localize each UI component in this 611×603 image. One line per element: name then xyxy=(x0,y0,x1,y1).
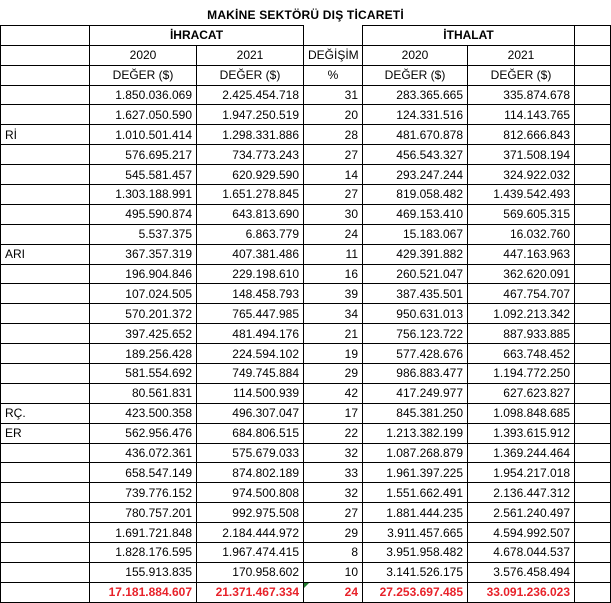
trailing-cell xyxy=(575,364,611,384)
import-2021-unit: DEĞER ($) xyxy=(468,65,575,85)
trailing-cell xyxy=(575,383,611,403)
export-2020-cell: 423.500.358 xyxy=(90,403,197,423)
table-row xyxy=(1,483,611,503)
header-cell-blank xyxy=(1,65,90,85)
export-2021-cell: 992.975.508 xyxy=(197,503,304,523)
import-2021-cell: 1.439.542.493 xyxy=(468,185,575,205)
export-2020-cell: 1.850.036.069 xyxy=(90,85,197,105)
import-2020-cell: 15.183.067 xyxy=(363,224,468,244)
change-cell: 33 xyxy=(304,463,363,483)
row-name-cell xyxy=(1,443,90,463)
table-row xyxy=(1,304,611,324)
export-2021-cell: 2.184.444.972 xyxy=(197,523,304,543)
import-2021-cell: 2.561.240.497 xyxy=(468,503,575,523)
table-row xyxy=(1,324,611,344)
header-cell-blank xyxy=(1,25,90,45)
trailing-cell xyxy=(575,344,611,364)
import-2020-cell: 429.391.882 xyxy=(363,244,468,264)
export-2021-cell: 170.958.602 xyxy=(197,562,304,582)
total-row xyxy=(1,582,611,602)
import-2021-cell: 2.136.447.312 xyxy=(468,483,575,503)
import-2021-cell: 467.754.707 xyxy=(468,284,575,304)
export-2020-cell: 739.776.152 xyxy=(90,483,197,503)
table-row xyxy=(1,204,611,224)
export-2021-cell: 1.947.250.519 xyxy=(197,105,304,125)
table-row xyxy=(1,264,611,284)
trailing-cell xyxy=(575,324,611,344)
table-row xyxy=(1,244,611,264)
row-name-cell xyxy=(1,562,90,582)
change-cell: 27 xyxy=(304,185,363,205)
import-2020-cell: 819.058.482 xyxy=(363,185,468,205)
import-2021-cell: 1.393.615.912 xyxy=(468,423,575,443)
import-2020-cell: 387.435.501 xyxy=(363,284,468,304)
import-2021-cell: 1.092.213.342 xyxy=(468,304,575,324)
export-2021-cell: 229.198.610 xyxy=(197,264,304,284)
export-2021-cell: 2.425.454.718 xyxy=(197,85,304,105)
import-2021-cell: 3.576.458.494 xyxy=(468,562,575,582)
import-2020-cell: 1.551.662.491 xyxy=(363,483,468,503)
row-name-cell xyxy=(1,483,90,503)
import-2020-header: 2020 xyxy=(363,45,468,65)
change-cell: 27 xyxy=(304,145,363,165)
unit-header-row xyxy=(1,65,611,85)
change-cell: 8 xyxy=(304,543,363,563)
trailing-cell xyxy=(575,483,611,503)
change-cell: 39 xyxy=(304,284,363,304)
row-name-cell: ER xyxy=(1,423,90,443)
row-name-cell xyxy=(1,383,90,403)
export-2021-cell: 765.447.985 xyxy=(197,304,304,324)
trailing-cell xyxy=(575,423,611,443)
row-name-cell: RÇ. xyxy=(1,403,90,423)
import-2021-cell: 663.748.452 xyxy=(468,344,575,364)
table-row xyxy=(1,503,611,523)
import-2020-cell: 986.883.477 xyxy=(363,364,468,384)
export-2020-cell: 155.913.835 xyxy=(90,562,197,582)
change-cell: 14 xyxy=(304,165,363,185)
change-cell: 32 xyxy=(304,443,363,463)
import-2021-cell: 1.098.848.685 xyxy=(468,403,575,423)
change-cell: 17 xyxy=(304,403,363,423)
row-name-cell xyxy=(1,523,90,543)
import-group-header: İTHALAT xyxy=(363,25,575,45)
change-cell: 29 xyxy=(304,523,363,543)
import-2020-cell: 456.543.327 xyxy=(363,145,468,165)
row-name-cell xyxy=(1,165,90,185)
row-name-cell xyxy=(1,304,90,324)
import-2020-cell: 293.247.244 xyxy=(363,165,468,185)
table-row xyxy=(1,185,611,205)
export-2021-cell: 734.773.243 xyxy=(197,145,304,165)
table-row xyxy=(1,443,611,463)
change-cell: 24 xyxy=(304,224,363,244)
import-2021-cell: 362.620.091 xyxy=(468,264,575,284)
trailing-cell xyxy=(575,503,611,523)
change-cell: 20 xyxy=(304,105,363,125)
export-2020-cell: 1.627.050.590 xyxy=(90,105,197,125)
export-2021-cell: 496.307.047 xyxy=(197,403,304,423)
export-2020-cell: 1.828.176.595 xyxy=(90,543,197,563)
table-row xyxy=(1,403,611,423)
table-row xyxy=(1,463,611,483)
export-2020-cell: 570.201.372 xyxy=(90,304,197,324)
table-row xyxy=(1,344,611,364)
trailing-cell xyxy=(575,562,611,582)
export-2020-cell: 780.757.201 xyxy=(90,503,197,523)
trailing-cell xyxy=(575,125,611,145)
import-2021-cell: 335.874.678 xyxy=(468,85,575,105)
export-2020-cell: 495.590.874 xyxy=(90,204,197,224)
export-2021-cell: 6.863.779 xyxy=(197,224,304,244)
trailing-cell xyxy=(575,165,611,185)
row-name-cell xyxy=(1,145,90,165)
import-2020-cell: 756.123.722 xyxy=(363,324,468,344)
export-2020-cell: 397.425.652 xyxy=(90,324,197,344)
change-cell: 30 xyxy=(304,204,363,224)
import-2020-cell: 3.911.457.665 xyxy=(363,523,468,543)
export-2021-unit: DEĞER ($) xyxy=(197,65,304,85)
trade-table xyxy=(0,6,611,603)
trailing-cell xyxy=(575,264,611,284)
trailing-cell xyxy=(575,523,611,543)
import-2021-header: 2021 xyxy=(468,45,575,65)
export-2021-cell: 1.651.278.845 xyxy=(197,185,304,205)
table-row xyxy=(1,165,611,185)
import-2020-cell: 124.331.516 xyxy=(363,105,468,125)
export-2021-cell: 1.967.474.415 xyxy=(197,543,304,563)
header-cell-blank xyxy=(304,25,363,45)
export-2020-header: 2020 xyxy=(90,45,197,65)
row-name-cell xyxy=(1,324,90,344)
table-row xyxy=(1,562,611,582)
export-2021-cell: 148.458.793 xyxy=(197,284,304,304)
import-2021-cell: 569.605.315 xyxy=(468,204,575,224)
import-2021-cell: 447.163.963 xyxy=(468,244,575,264)
import-2020-cell: 845.381.250 xyxy=(363,403,468,423)
export-2021-cell: 114.500.939 xyxy=(197,383,304,403)
import-2021-cell: 887.933.885 xyxy=(468,324,575,344)
import-2021-cell: 1.954.217.018 xyxy=(468,463,575,483)
row-name-cell xyxy=(1,463,90,483)
import-2021-cell: 812.666.843 xyxy=(468,125,575,145)
import-2021-cell: 371.508.194 xyxy=(468,145,575,165)
export-2021-header: 2021 xyxy=(197,45,304,65)
table-title: MAKİNE SEKTÖRÜ DIŞ TİCARETİ xyxy=(207,8,404,23)
export-2021-cell: 575.679.033 xyxy=(197,443,304,463)
export-2020-cell: 436.072.361 xyxy=(90,443,197,463)
row-name-cell xyxy=(1,503,90,523)
change-cell: 29 xyxy=(304,364,363,384)
export-2020-cell: 658.547.149 xyxy=(90,463,197,483)
import-2020-unit: DEĞER ($) xyxy=(363,65,468,85)
total-export-2020: 17.181.884.607 xyxy=(90,582,197,602)
total-import-2021: 33.091.236.023 xyxy=(468,582,575,602)
trailing-cell xyxy=(575,224,611,244)
title-row xyxy=(1,6,611,25)
import-2020-cell: 3.951.958.482 xyxy=(363,543,468,563)
import-2020-cell: 417.249.977 xyxy=(363,383,468,403)
export-2021-cell: 481.494.176 xyxy=(197,324,304,344)
export-2020-cell: 367.357.319 xyxy=(90,244,197,264)
trailing-cell xyxy=(575,463,611,483)
export-2020-cell: 80.561.831 xyxy=(90,383,197,403)
change-header: DEĞİŞİM xyxy=(304,45,363,65)
row-name-cell xyxy=(1,204,90,224)
change-cell: 16 xyxy=(304,264,363,284)
import-2020-cell: 481.670.878 xyxy=(363,125,468,145)
export-2021-cell: 749.745.884 xyxy=(197,364,304,384)
import-2021-cell: 627.623.827 xyxy=(468,383,575,403)
total-import-2020: 27.253.697.485 xyxy=(363,582,468,602)
total-export-2021: 21.371.467.334 xyxy=(197,582,304,602)
change-cell: 22 xyxy=(304,423,363,443)
export-2020-cell: 5.537.375 xyxy=(90,224,197,244)
import-2020-cell: 1.087.268.879 xyxy=(363,443,468,463)
trailing-cell xyxy=(575,403,611,423)
export-2021-cell: 1.298.331.886 xyxy=(197,125,304,145)
table-row xyxy=(1,364,611,384)
import-2020-cell: 1.961.397.225 xyxy=(363,463,468,483)
import-2021-cell: 4.594.992.507 xyxy=(468,523,575,543)
header-cell-blank xyxy=(1,45,90,65)
change-cell: 10 xyxy=(304,562,363,582)
export-2021-cell: 874.802.189 xyxy=(197,463,304,483)
table-row xyxy=(1,284,611,304)
change-cell: 19 xyxy=(304,344,363,364)
export-group-header: İHRACAT xyxy=(90,25,304,45)
total-change: 24 xyxy=(304,582,363,602)
trailing-cell xyxy=(575,145,611,165)
trailing-cell xyxy=(575,304,611,324)
table-row xyxy=(1,125,611,145)
import-2020-cell: 3.141.526.175 xyxy=(363,562,468,582)
import-2021-cell: 4.678.044.537 xyxy=(468,543,575,563)
row-name-cell xyxy=(1,224,90,244)
table-row xyxy=(1,105,611,125)
row-name-cell xyxy=(1,543,90,563)
export-2020-cell: 1.303.188.991 xyxy=(90,185,197,205)
change-unit: % xyxy=(304,65,363,85)
export-2021-cell: 684.806.515 xyxy=(197,423,304,443)
import-2020-cell: 950.631.013 xyxy=(363,304,468,324)
trailing-cell xyxy=(575,185,611,205)
trailing-cell xyxy=(575,543,611,563)
row-name-cell xyxy=(1,105,90,125)
export-2021-cell: 407.381.486 xyxy=(197,244,304,264)
group-header-row xyxy=(1,25,611,45)
import-2021-cell: 16.032.760 xyxy=(468,224,575,244)
import-2020-cell: 1.881.444.235 xyxy=(363,503,468,523)
change-cell: 28 xyxy=(304,125,363,145)
table-row xyxy=(1,523,611,543)
change-cell: 27 xyxy=(304,503,363,523)
export-2020-unit: DEĞER ($) xyxy=(90,65,197,85)
trailing-cell xyxy=(575,582,611,602)
row-name-cell xyxy=(1,284,90,304)
export-2020-cell: 196.904.846 xyxy=(90,264,197,284)
import-2021-cell: 114.143.765 xyxy=(468,105,575,125)
export-2020-cell: 562.956.476 xyxy=(90,423,197,443)
change-cell: 32 xyxy=(304,483,363,503)
table-row xyxy=(1,543,611,563)
table-row xyxy=(1,85,611,105)
change-cell: 21 xyxy=(304,324,363,344)
import-2020-cell: 469.153.410 xyxy=(363,204,468,224)
row-name-cell: ARI xyxy=(1,244,90,264)
table-row xyxy=(1,145,611,165)
export-2020-cell: 1.691.721.848 xyxy=(90,523,197,543)
change-cell: 11 xyxy=(304,244,363,264)
year-header-row xyxy=(1,45,611,65)
change-cell: 31 xyxy=(304,85,363,105)
export-2021-cell: 974.500.808 xyxy=(197,483,304,503)
export-2020-cell: 581.554.692 xyxy=(90,364,197,384)
trailing-cell xyxy=(575,443,611,463)
change-cell: 42 xyxy=(304,383,363,403)
export-2020-cell: 576.695.217 xyxy=(90,145,197,165)
header-cell-blank xyxy=(575,25,611,45)
export-2021-cell: 643.813.690 xyxy=(197,204,304,224)
import-2021-cell: 1.369.244.464 xyxy=(468,443,575,463)
import-2021-cell: 1.194.772.250 xyxy=(468,364,575,384)
trailing-cell xyxy=(575,85,611,105)
export-2021-cell: 224.594.102 xyxy=(197,344,304,364)
change-cell: 34 xyxy=(304,304,363,324)
row-name-cell xyxy=(1,264,90,284)
trailing-cell xyxy=(575,284,611,304)
total-label-cell xyxy=(1,582,90,602)
trailing-cell xyxy=(575,105,611,125)
table-row xyxy=(1,383,611,403)
export-2021-cell: 620.929.590 xyxy=(197,165,304,185)
import-2020-cell: 577.428.676 xyxy=(363,344,468,364)
table-row xyxy=(1,224,611,244)
row-name-cell: Rİ xyxy=(1,125,90,145)
row-name-cell xyxy=(1,364,90,384)
header-cell-blank xyxy=(575,65,611,85)
row-name-cell xyxy=(1,185,90,205)
export-2020-cell: 1.010.501.414 xyxy=(90,125,197,145)
export-2020-cell: 107.024.505 xyxy=(90,284,197,304)
import-2021-cell: 324.922.032 xyxy=(468,165,575,185)
import-2020-cell: 1.213.382.199 xyxy=(363,423,468,443)
header-cell-blank xyxy=(575,45,611,65)
table-row xyxy=(1,423,611,443)
trailing-cell xyxy=(575,204,611,224)
import-2020-cell: 260.521.047 xyxy=(363,264,468,284)
row-name-cell xyxy=(1,344,90,364)
import-2020-cell: 283.365.665 xyxy=(363,85,468,105)
trailing-cell xyxy=(575,244,611,264)
row-name-cell xyxy=(1,85,90,105)
export-2020-cell: 189.256.428 xyxy=(90,344,197,364)
export-2020-cell: 545.581.457 xyxy=(90,165,197,185)
